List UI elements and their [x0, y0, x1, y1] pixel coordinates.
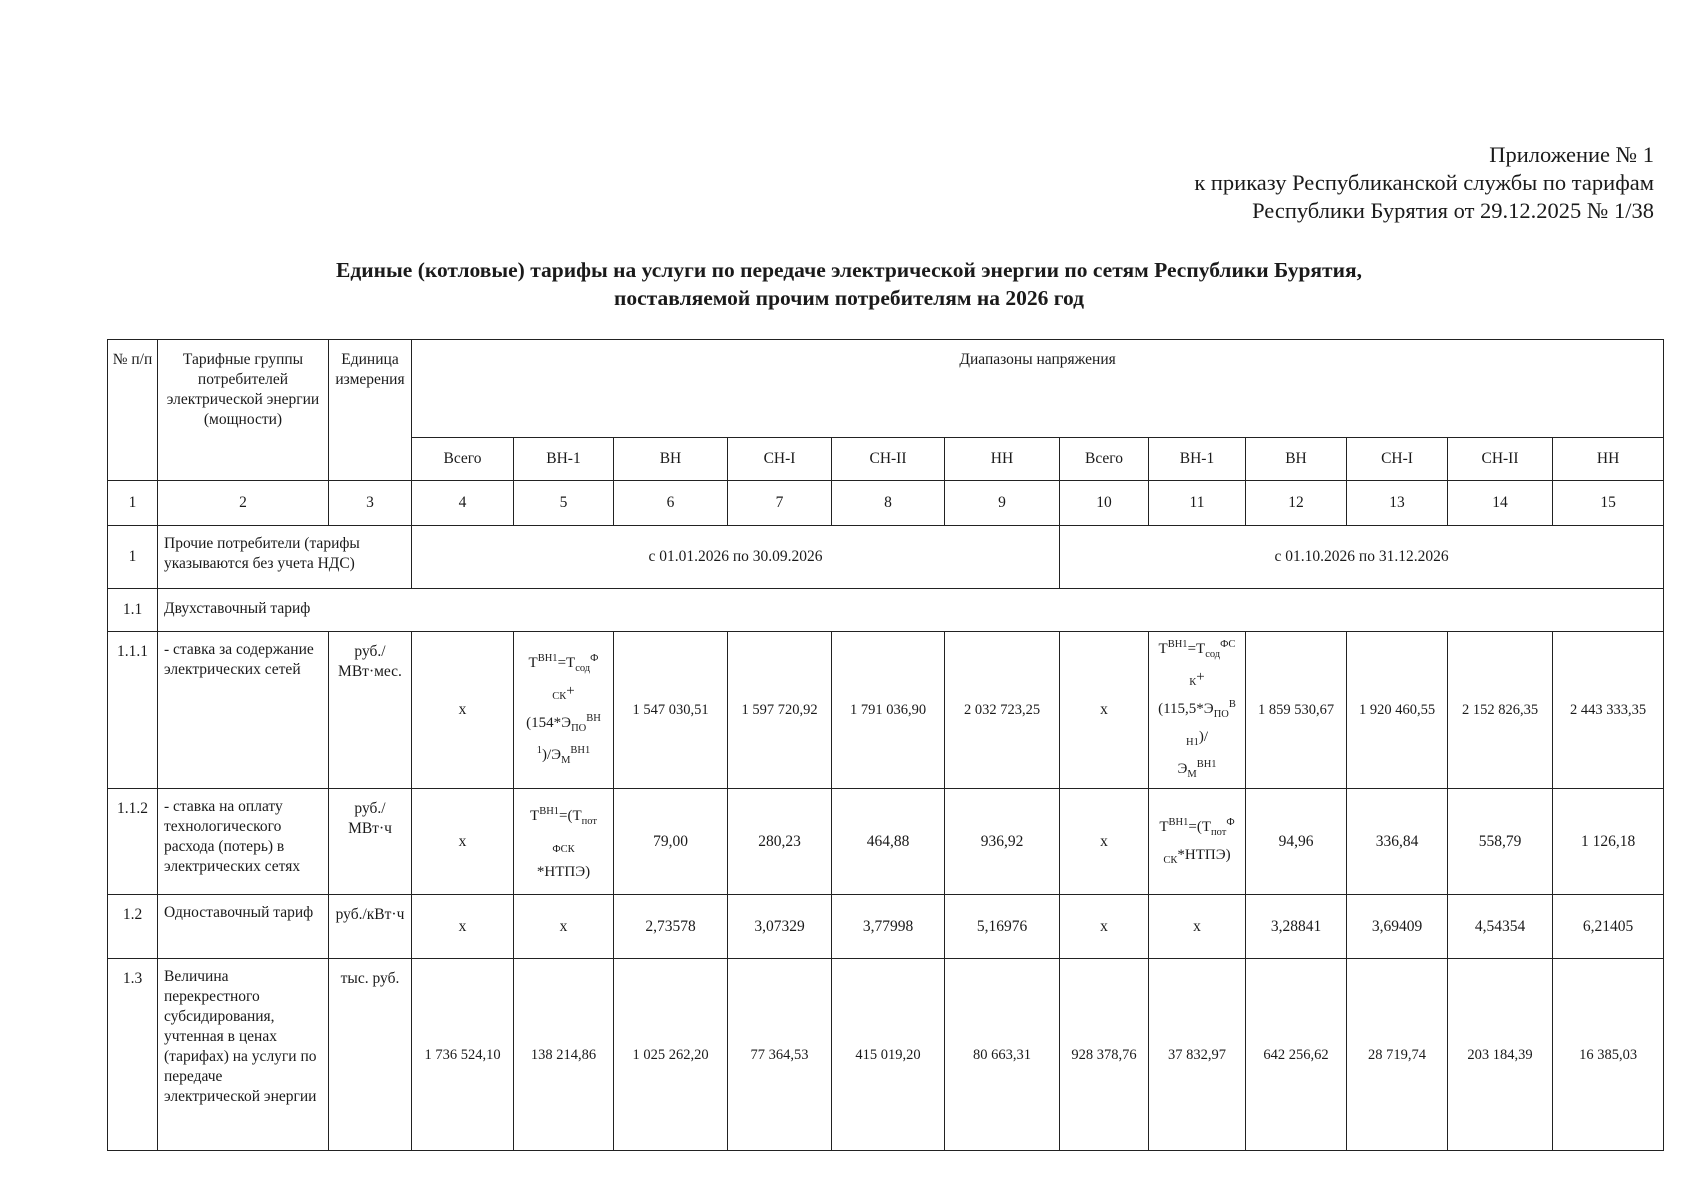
column-number: 13: [1347, 481, 1448, 526]
value-cell: 928 378,76: [1060, 959, 1149, 1151]
value-cell: 415 019,20: [832, 959, 945, 1151]
value-cell: 3,77998: [832, 895, 945, 959]
title-line-1: Единые (котловые) тарифы на услуги по передаче электрической энергии по сетям Республики Бурятия,: [336, 258, 1362, 282]
value-cell: 936,92: [945, 789, 1060, 895]
value-cell: 1 859 530,67: [1246, 632, 1347, 789]
value-cell: 336,84: [1347, 789, 1448, 895]
row-number: 1: [108, 526, 158, 589]
value-cell: х: [412, 789, 514, 895]
value-cell: 77 364,53: [728, 959, 832, 1151]
value-cell: 138 214,86: [514, 959, 614, 1151]
value-cell: 3,28841: [1246, 895, 1347, 959]
value-cell: х: [412, 895, 514, 959]
value-cell: 79,00: [614, 789, 728, 895]
level-cell: СН-II: [1448, 438, 1553, 481]
column-number: 2: [158, 481, 329, 526]
level-cell: ВН: [614, 438, 728, 481]
value-cell: 1 736 524,10: [412, 959, 514, 1151]
column-number: 15: [1553, 481, 1664, 526]
formula-cell: $Т^{ВН1}=Т_{сод}^{ФС}$ $_К$+ ($115,5*Э_{ПО}^В$ $_{Н1}$)/ $Э_М^{ВН1}$: [1149, 632, 1246, 789]
row-1-2: [108, 895, 1664, 959]
value-cell: 1 920 460,55: [1347, 632, 1448, 789]
column-number: 7: [728, 481, 832, 526]
value-cell: х: [1060, 632, 1149, 789]
column-number: 6: [614, 481, 728, 526]
value-cell: 4,54354: [1448, 895, 1553, 959]
value-cell: х: [1149, 895, 1246, 959]
header-unit: Единица измерения: [329, 340, 412, 481]
column-number: 1: [108, 481, 158, 526]
row-number: 1.1.2: [108, 789, 158, 895]
value-cell: х: [1060, 895, 1149, 959]
value-cell: 280,23: [728, 789, 832, 895]
value-cell: 37 832,97: [1149, 959, 1246, 1151]
column-number: 8: [832, 481, 945, 526]
level-cell: СН-II: [832, 438, 945, 481]
row-unit: руб./кВт·ч: [329, 895, 412, 959]
row-unit: тыс. руб.: [329, 959, 412, 1151]
formula-cell: $Т^{ВН1}=(Т_{пот}^Ф$ $_{СК}$*НТПЭ): [1149, 789, 1246, 895]
column-number: 3: [329, 481, 412, 526]
value-cell: 16 385,03: [1553, 959, 1664, 1151]
value-cell: 1 597 720,92: [728, 632, 832, 789]
value-cell: 1 791 036,90: [832, 632, 945, 789]
value-cell: 558,79: [1448, 789, 1553, 895]
section-1-1-row: [108, 589, 1664, 632]
column-number-row: [108, 481, 1664, 526]
level-cell: Всего: [412, 438, 514, 481]
value-cell: 80 663,31: [945, 959, 1060, 1151]
formula-cell: $Т^{ВН1}=Т_{сод}^Ф$ $_{СК}$+ ($154*Э_{ПО}^{ВН}$ $^1)/Э_М^{ВН1}$: [514, 632, 614, 789]
value-cell: 3,07329: [728, 895, 832, 959]
title-line-2: поставляемой прочим потребителям на 2026 год: [613, 286, 1085, 310]
level-cell: ВН: [1246, 438, 1347, 481]
column-number: 5: [514, 481, 614, 526]
value-cell: 94,96: [1246, 789, 1347, 895]
row-number: 1.2: [108, 895, 158, 959]
column-number: 10: [1060, 481, 1149, 526]
row-number: 1.1: [108, 589, 158, 632]
level-cell: ВН-1: [514, 438, 614, 481]
section-1-label: Прочие потребители (тарифы указываются без учета НДС): [158, 526, 412, 589]
value-cell: х: [514, 895, 614, 959]
section-1-1-label: Двухставочный тариф: [158, 589, 1664, 632]
row-number: 1.3: [108, 959, 158, 1151]
column-number: 11: [1149, 481, 1246, 526]
level-cell: Всего: [1060, 438, 1149, 481]
level-cell: ВН-1: [1149, 438, 1246, 481]
level-cell: СН-I: [1347, 438, 1448, 481]
value-cell: 1 547 030,51: [614, 632, 728, 789]
value-cell: х: [1060, 789, 1149, 895]
row-unit: руб./МВт·ч: [329, 789, 412, 895]
value-cell: 2 152 826,35: [1448, 632, 1553, 789]
value-cell: 2 032 723,25: [945, 632, 1060, 789]
column-number: 4: [412, 481, 514, 526]
header-num: № п/п: [108, 340, 158, 481]
appendix-line-1: Приложение № 1: [1489, 142, 1654, 167]
row-label: - ставка на оплату технологического расхода (потерь) в электрических сетях: [158, 789, 329, 895]
column-number: 14: [1448, 481, 1553, 526]
level-cell: НН: [1553, 438, 1664, 481]
value-cell: 2 443 333,35: [1553, 632, 1664, 789]
value-cell: 1 126,18: [1553, 789, 1664, 895]
document-title: [0, 256, 1698, 312]
value-cell: 3,69409: [1347, 895, 1448, 959]
value-cell: х: [412, 632, 514, 789]
row-unit: руб./МВт·мес.: [329, 632, 412, 789]
appendix-line-3: Республики Бурятия от 29.12.2025 № 1/38: [1252, 198, 1654, 223]
row-1-1-2: [108, 789, 1664, 895]
value-cell: 642 256,62: [1246, 959, 1347, 1151]
row-label: - ставка за содержание электрических сетей: [158, 632, 329, 789]
row-label: Величина перекрестного субсидирования, учтенная в ценах (тарифах) на услуги по передаче электрической энергии: [158, 959, 329, 1151]
column-number: 12: [1246, 481, 1347, 526]
value-cell: 203 184,39: [1448, 959, 1553, 1151]
header-voltage-ranges: Диапазоны напряжения: [412, 340, 1664, 438]
period-1: с 01.01.2026 по 30.09.2026: [412, 526, 1060, 589]
value-cell: 5,16976: [945, 895, 1060, 959]
appendix-line-2: к приказу Республиканской службы по тарифам: [1194, 170, 1654, 195]
appendix-header: [1194, 141, 1654, 225]
header-group: Тарифные группы потребителей электрической энергии (мощности): [158, 340, 329, 481]
row-number: 1.1.1: [108, 632, 158, 789]
level-cell: НН: [945, 438, 1060, 481]
section-1-row: [108, 526, 1664, 589]
row-1-1-1: [108, 632, 1664, 789]
value-cell: 2,73578: [614, 895, 728, 959]
period-2: с 01.10.2026 по 31.12.2026: [1060, 526, 1664, 589]
header-row: [108, 340, 1664, 438]
value-cell: 464,88: [832, 789, 945, 895]
value-cell: 1 025 262,20: [614, 959, 728, 1151]
column-number: 9: [945, 481, 1060, 526]
tariff-table: [107, 339, 1664, 1151]
level-cell: СН-I: [728, 438, 832, 481]
value-cell: 28 719,74: [1347, 959, 1448, 1151]
value-cell: 6,21405: [1553, 895, 1664, 959]
row-label: Одноставочный тариф: [158, 895, 329, 959]
row-1-3: [108, 959, 1664, 1151]
formula-cell: $Т^{ВН1}=(Т_{пот}$ $_{ФСК}$ *НТПЭ): [514, 789, 614, 895]
